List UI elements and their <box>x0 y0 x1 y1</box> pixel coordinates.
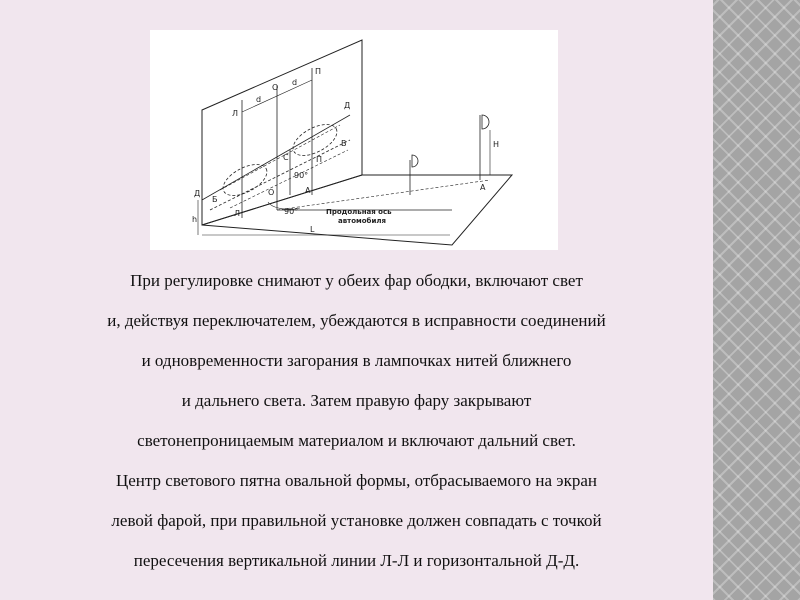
label-p-mid: П <box>316 155 323 164</box>
label-d-dim2: d <box>292 78 298 87</box>
text-line-6: Центр светового пятна овальной формы, отбрасываемого на экран <box>115 471 597 490</box>
label-a-ground: А <box>480 183 486 192</box>
text-line-7: левой фарой, при правильной установке должен совпадать с точкой <box>111 511 602 530</box>
label-d-right: Д <box>344 101 351 110</box>
headlight-adjustment-diagram <box>150 30 558 250</box>
label-v: В <box>341 139 347 148</box>
label-axis-2: автомобиля <box>338 217 386 225</box>
label-d-dim1: d <box>256 95 262 104</box>
label-p-top: П <box>315 67 322 76</box>
label-o-mid: О <box>268 188 275 197</box>
label-c: С <box>283 153 289 162</box>
label-l-top: Л <box>232 109 239 118</box>
label-l-bottom: Л <box>234 209 241 218</box>
horizontal-line-d <box>202 115 350 200</box>
text-line-1: При регулировке снимают у обеих фар ободки, включают свет <box>130 271 583 290</box>
headlight-far-icon <box>482 115 489 129</box>
label-a-screen: А <box>305 186 311 195</box>
screen-plane <box>202 40 362 225</box>
diagram-svg <box>150 30 558 250</box>
decorative-side-strip <box>713 0 800 600</box>
text-line-8: пересечения вертикальной линии Л-Л и горизонтальной Д-Д. <box>133 551 580 570</box>
label-angle-2: 90° <box>284 207 299 216</box>
label-axis-1: Продольная ось <box>326 208 392 216</box>
text-line-2: и, действуя переключателем, убеждаются в исправности соединений <box>107 311 606 330</box>
label-o-top: О <box>272 83 279 92</box>
label-l-cap: L <box>310 225 315 234</box>
text-line-5: светонепроницаемым материалом и включают дальний свет. <box>137 431 576 450</box>
text-line-4: и дальнего света. Затем правую фару закрывают <box>181 391 532 410</box>
label-b: Б <box>212 195 218 204</box>
axis-dashed <box>277 180 490 210</box>
headlight-near-icon <box>412 155 418 167</box>
text-line-3: и одновременности загорания в лампочках нитей ближнего <box>141 351 572 370</box>
label-h-cap: H <box>493 140 500 149</box>
label-angle-1: 90° <box>294 171 309 180</box>
label-h-small: h <box>192 215 198 224</box>
label-d-left: Д <box>194 189 201 198</box>
